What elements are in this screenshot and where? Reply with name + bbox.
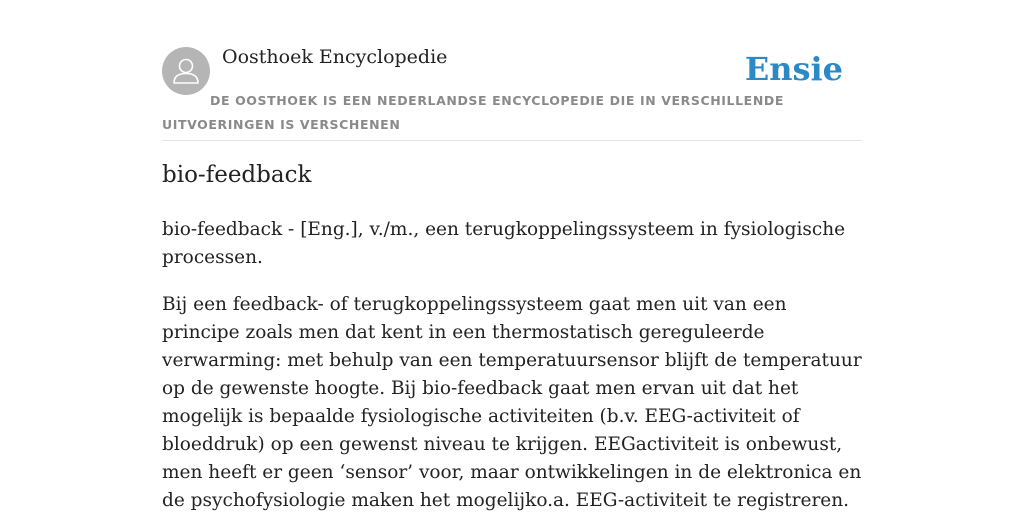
article-title: bio-feedback bbox=[162, 162, 312, 188]
article-paragraph: bio-feedback - [Eng.], v./m., een terugkoppelingssysteem in fysiologische processen. bbox=[162, 219, 846, 268]
article-paragraph: Bij een feedback- of terugkoppelingssysteem gaat men uit van een principe zoals men dat kent in een thermostatisch gereguleerde verwarming: met behulp van een temperatuursensor blijft de temperatuur op de gewenste hoogte. Bij bio-feedback gaat men ervan uit dat het mogelijk is bepaalde fysiologische activiteiten (b.v. EEG-activiteit of bloeddruk) op een gewenst niveau te krijgen. EEGactiviteit is onbewust, men heeft er geen ‘sensor’ voor, maar ontwikkelingen in de elektronica en de psychofysiologie maken het mogelijko.a. EEG-activiteit te registreren. bbox=[162, 294, 862, 511]
brand-logo[interactable]: Ensie bbox=[744, 50, 843, 88]
source-tagline: DE OOSTHOEK IS EEN NEDERLANDSE ENCYCLOPEDIE DIE IN VERSCHILLENDE UITVOERINGEN IS VERSCHENEN bbox=[162, 93, 784, 132]
page-content bbox=[162, 0, 862, 511]
source-header bbox=[162, 0, 862, 141]
source-name[interactable]: Oosthoek Encyclopedie bbox=[222, 46, 448, 68]
source-avatar[interactable] bbox=[162, 47, 210, 95]
user-icon bbox=[162, 47, 210, 95]
